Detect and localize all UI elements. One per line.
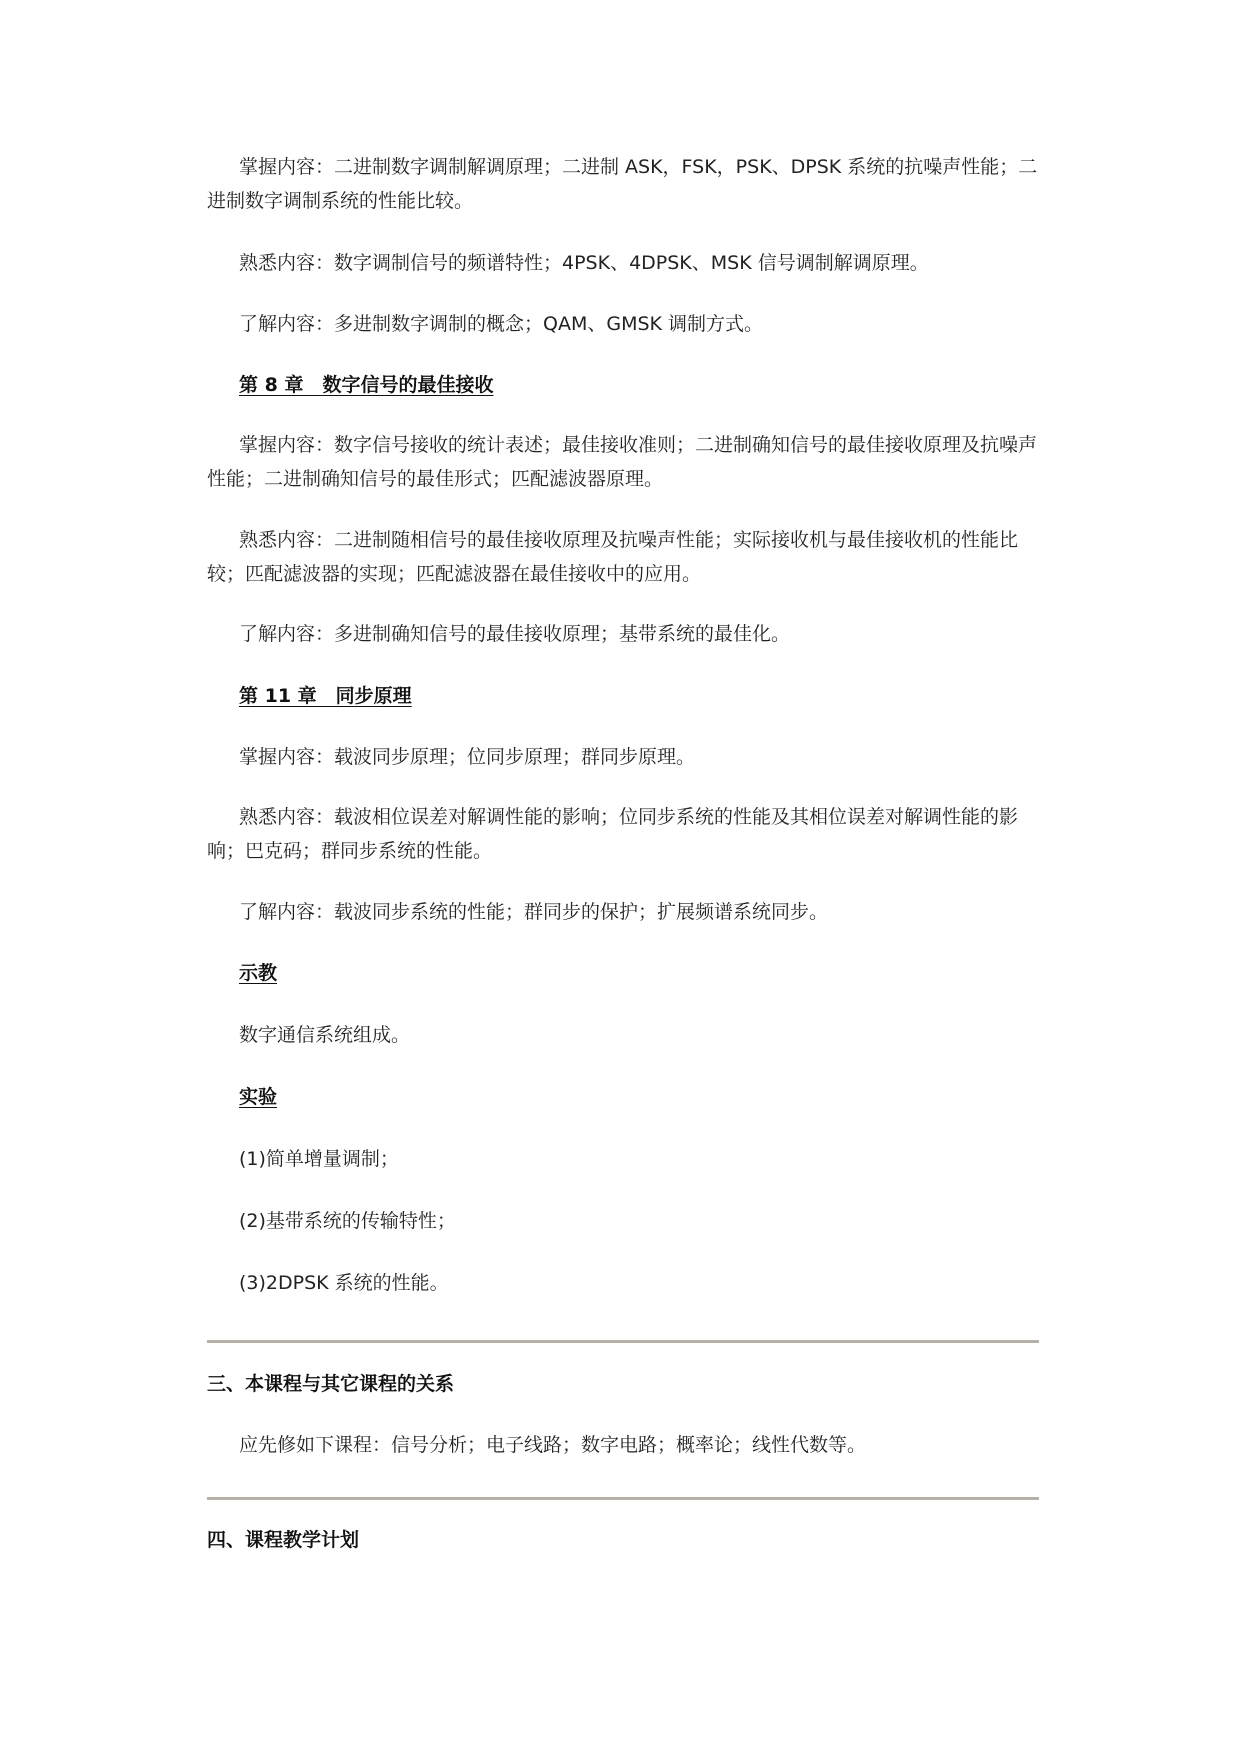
section-divider <box>207 1497 1039 1500</box>
experiment-item: (1)简单增量调制； <box>239 1148 399 1170</box>
ch11-understand-paragraph: 了解内容：载波同步系统的性能；群同步的保护；扩展频谱系统同步。 <box>239 901 829 923</box>
section3-content: 应先修如下课程：信号分析；电子线路；数字电路；概率论；线性代数等。 <box>239 1434 867 1456</box>
ch11-master-paragraph: 掌握内容：载波同步原理；位同步原理；群同步原理。 <box>239 746 696 768</box>
ch7-master-paragraph: 掌握内容：二进制数字调制解调原理；二进制 ASK，FSK，PSK、DPSK 系统的抗噪声性能；二进制数字调制系统的性能比较。 <box>207 156 1038 212</box>
ch8-master-paragraph: 掌握内容：数字信号接收的统计表述；最佳接收准则；二进制确知信号的最佳接收原理及抗噪声性能；二进制确知信号的最佳形式；匹配滤波器原理。 <box>207 434 1038 490</box>
ch7-understand-paragraph: 了解内容：多进制数字调制的概念；QAM、GMSK 调制方式。 <box>239 313 764 335</box>
ch11-familiar-paragraph: 熟悉内容：载波相位误差对解调性能的影响；位同步系统的性能及其相位误差对解调性能的影响；巴克码；群同步系统的性能。 <box>207 806 1019 862</box>
demo-content: 数字通信系统组成。 <box>239 1024 411 1046</box>
section3-title: 三、本课程与其它课程的关系 <box>207 1373 455 1395</box>
section4-title: 四、课程教学计划 <box>207 1529 360 1551</box>
ch8-understand-paragraph: 了解内容：多进制确知信号的最佳接收原理；基带系统的最佳化。 <box>239 623 791 645</box>
demo-heading: 示教 <box>239 962 278 984</box>
ch11-heading: 第 11 章 同步原理 <box>239 685 412 707</box>
section-divider <box>207 1340 1039 1343</box>
ch8-heading: 第 8 章 数字信号的最佳接收 <box>239 374 494 396</box>
ch7-familiar-paragraph: 熟悉内容：数字调制信号的频谱特性；4PSK、4DPSK、MSK 信号调制解调原理。 <box>239 252 929 274</box>
experiment-item: (2)基带系统的传输特性； <box>239 1210 456 1232</box>
experiment-item: (3)2DPSK 系统的性能。 <box>239 1272 449 1294</box>
ch8-familiar-paragraph: 熟悉内容：二进制随相信号的最佳接收原理及抗噪声性能；实际接收机与最佳接收机的性能比较；匹配滤波器的实现；匹配滤波器在最佳接收中的应用。 <box>207 529 1019 585</box>
experiment-heading: 实验 <box>239 1086 278 1108</box>
